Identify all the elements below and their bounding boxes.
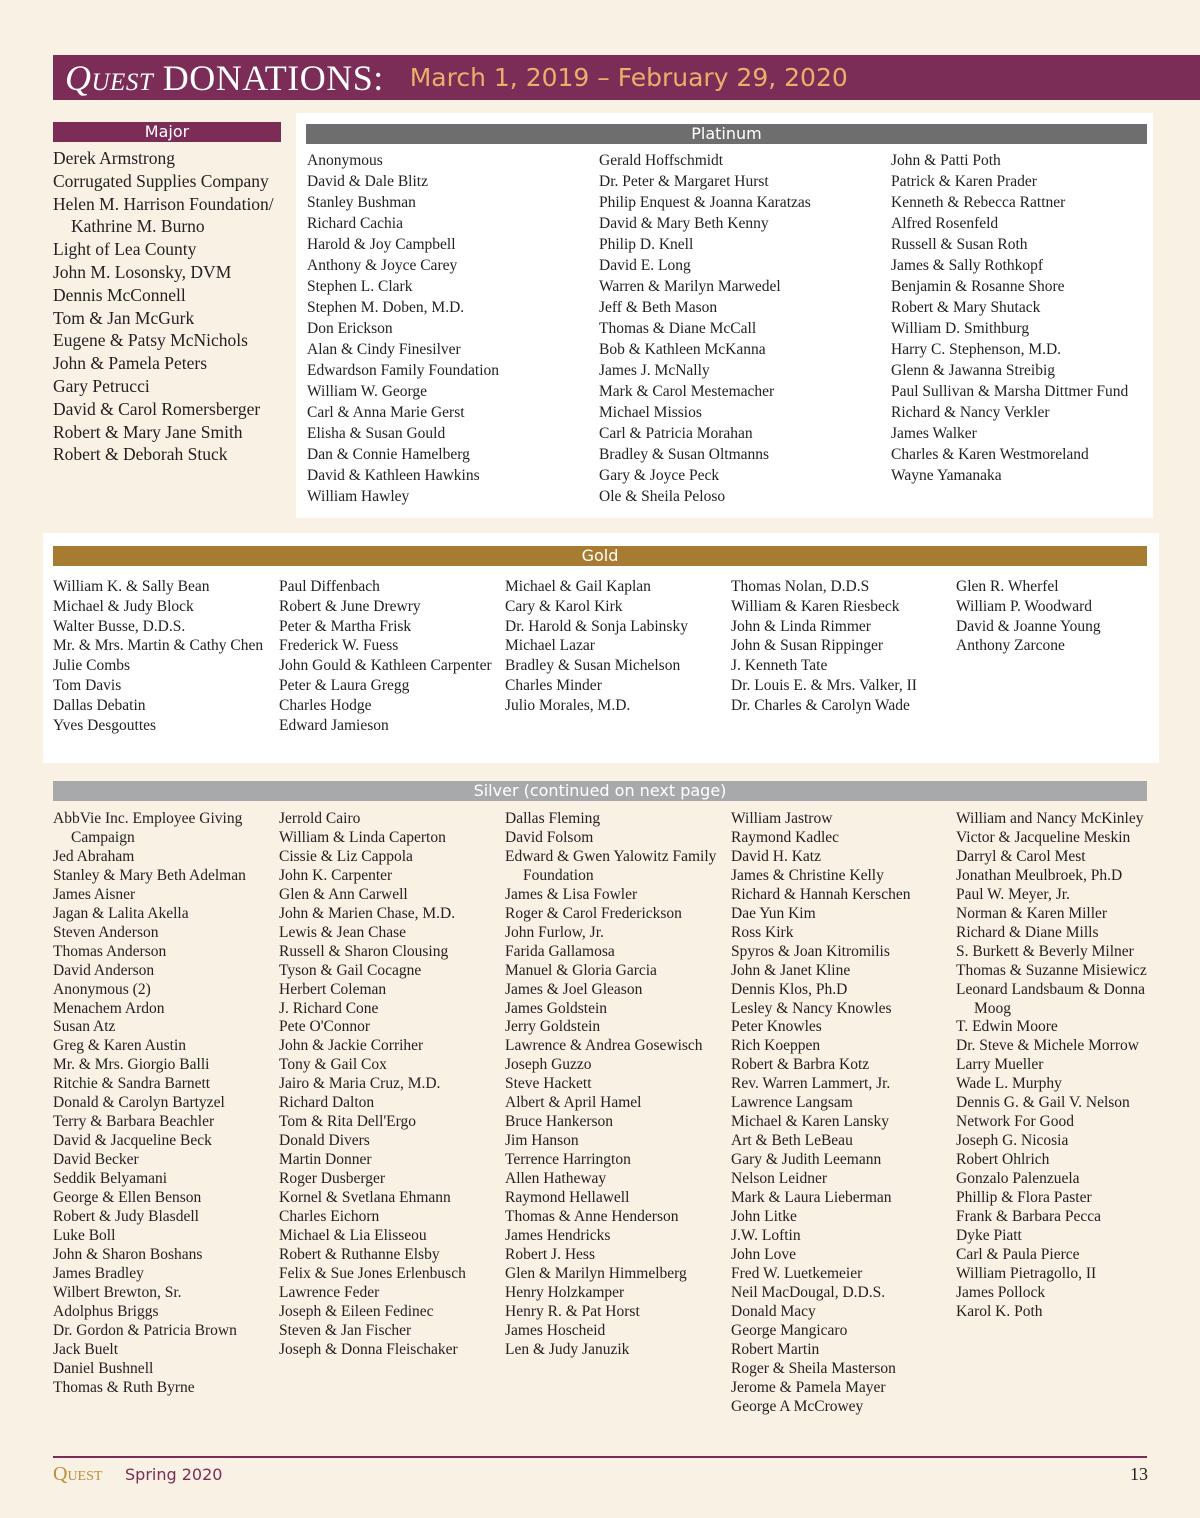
donor-name: Thomas Nolan, D.D.S <box>731 578 870 595</box>
donor-name: Mr. & Mrs. Giorgio Balli <box>53 1056 210 1074</box>
donor-name: Richard Dalton <box>279 1094 375 1112</box>
donor-name: Raymond Kadlec <box>731 828 840 846</box>
donor-name: Frank & Barbara Pecca <box>956 1208 1102 1226</box>
donor-name: Tyson & Gail Cocagne <box>279 961 422 979</box>
donor-name: Russell & Susan Roth <box>891 236 1028 253</box>
donor-name: Robert & Mary Shutack <box>891 299 1041 316</box>
donor-name: Wade L. Murphy <box>956 1075 1062 1093</box>
donor-name: Jed Abraham <box>53 847 135 865</box>
donor-name: Robert & June Drewry <box>279 597 421 615</box>
donor-name: Len & Judy Januzik <box>505 1340 630 1358</box>
donor-name: Peter & Laura Gregg <box>279 676 410 694</box>
donor-name: T. Edwin Moore <box>956 1018 1058 1036</box>
donor-name: Rich Koeppen <box>731 1037 821 1055</box>
donor-name: Lawrence Langsam <box>731 1094 853 1112</box>
donor-name: Gonzalo Palenzuela <box>956 1170 1080 1188</box>
donor-name: Edwardson Family Foundation <box>307 362 500 379</box>
donor-name: Joseph Guzzo <box>505 1056 592 1074</box>
donor-name: Art & Beth LeBeau <box>731 1132 853 1150</box>
donor-name: Menachem Ardon <box>53 999 165 1017</box>
donor-name: Robert Martin <box>731 1340 820 1358</box>
donor-name: Phillip & Flora Paster <box>956 1189 1092 1207</box>
donor-name: Neil MacDougal, D.D.S. <box>731 1283 886 1301</box>
donor-name: James Hoscheid <box>505 1321 606 1339</box>
donor-name: David Becker <box>53 1151 139 1169</box>
donor-name: Richard & Diane Mills <box>956 923 1099 941</box>
gold-column-3 <box>505 577 727 716</box>
donor-name: Dan & Connie Hamelberg <box>307 446 470 463</box>
donor-name: Bradley & Susan Oltmanns <box>599 446 770 463</box>
gold-column-4 <box>731 577 953 716</box>
donor-name: Edward Jamieson <box>279 716 389 734</box>
donor-name: Thomas Anderson <box>53 942 167 960</box>
donor-name: Glenn & Jawanna Streibig <box>891 362 1056 379</box>
donor-name: Jerrold Cairo <box>279 810 361 827</box>
donor-name: Allen Hatheway <box>505 1170 607 1188</box>
donor-name: Lawrence & Andrea Gosewisch <box>505 1037 703 1055</box>
donor-name: Yves Desgouttes <box>53 716 157 734</box>
donor-name: Ross Kirk <box>731 923 794 941</box>
donor-name: Lewis & Jean Chase <box>279 923 406 941</box>
donor-name: Stanley Bushman <box>307 194 416 211</box>
donor-name: Steve Hackett <box>505 1075 592 1093</box>
donor-name: Dr. Peter & Margaret Hurst <box>599 173 769 190</box>
donor-name: Henry Holzkamper <box>505 1283 625 1301</box>
donor-name: Wayne Yamanaka <box>891 467 1002 484</box>
donor-name: Seddik Belyamani <box>53 1170 168 1188</box>
gold-column-2 <box>279 577 501 735</box>
donor-name: Robert J. Hess <box>505 1245 595 1263</box>
donor-name: J. Kenneth Tate <box>731 657 828 675</box>
donor-name: Michael Lazar <box>505 637 595 655</box>
donor-name: Dae Yun Kim <box>731 904 816 922</box>
donor-name: Terrence Harrington <box>505 1151 631 1169</box>
donor-name: John Litke <box>731 1208 797 1226</box>
donor-name: Anthony & Joyce Carey <box>307 257 458 274</box>
donor-name: Elisha & Susan Gould <box>307 425 446 442</box>
donor-name: Warren & Marilyn Marwedel <box>599 278 781 295</box>
major-list <box>53 147 289 466</box>
donor-name: Raymond Hellawell <box>505 1189 630 1207</box>
donor-name: David & Joanne Young <box>956 617 1101 635</box>
donor-name: John K. Carpenter <box>279 866 393 884</box>
donor-name: Albert & April Hamel <box>505 1094 642 1112</box>
donor-name: Dr. Steve & Michele Morrow <box>956 1037 1139 1055</box>
platinum-column-1 <box>307 150 592 507</box>
platinum-header: Platinum <box>306 124 1147 144</box>
footer-brand: Quest <box>53 1463 103 1485</box>
donor-name: Don Erickson <box>307 320 393 337</box>
donor-name: Jerry Goldstein <box>505 1018 601 1036</box>
donor-name: William P. Woodward <box>956 597 1093 615</box>
donor-name: David Anderson <box>53 961 155 979</box>
donor-name: Daniel Bushnell <box>53 1359 154 1377</box>
donor-name: Ole & Sheila Peloso <box>599 488 726 505</box>
donor-name: Paul Sullivan & Marsha Dittmer Fund <box>891 383 1129 400</box>
donor-name: Gerald Hoffschmidt <box>599 152 724 169</box>
gold-column-5 <box>956 577 1151 656</box>
donor-name: William D. Smithburg <box>891 320 1030 337</box>
donor-name: Edward & Gwen Yalowitz Family Foundation <box>505 847 717 884</box>
donor-name: John & Pamela Peters <box>53 353 208 374</box>
donor-name: Roger & Carol Frederickson <box>505 904 682 922</box>
donor-name: Darryl & Carol Mest <box>956 847 1086 865</box>
donor-name: Paul W. Meyer, Jr. <box>956 885 1070 903</box>
silver-column-2 <box>279 810 501 1360</box>
donor-name: Dr. Louis E. & Mrs. Valker, II <box>731 676 917 694</box>
donor-name: James & Lisa Fowler <box>505 885 638 903</box>
donor-name: Jerome & Pamela Mayer <box>731 1378 886 1396</box>
donor-name: Stephen M. Doben, M.D. <box>307 299 465 316</box>
donor-name: Harold & Joy Campbell <box>307 236 456 253</box>
donor-name: Jeff & Beth Mason <box>599 299 718 316</box>
donor-name: Leonard Landsbaum & Donna Moog <box>956 980 1145 1017</box>
donor-name: John & Linda Rimmer <box>731 617 871 635</box>
donor-name: Spyros & Joan Kitromilis <box>731 942 890 960</box>
donor-name: Glen R. Wherfel <box>956 578 1059 595</box>
donor-name: Steven & Jan Fischer <box>279 1321 412 1339</box>
donor-name: Manuel & Gloria Garcia <box>505 961 657 979</box>
donor-name: Cary & Karol Kirk <box>505 597 623 615</box>
platinum-column-2 <box>599 150 884 507</box>
donor-name: David H. Katz <box>731 847 821 865</box>
donor-name: Stephen L. Clark <box>307 278 413 295</box>
donor-name: Mark & Carol Mestemacher <box>599 383 775 400</box>
donor-name: Michael & Lia Elisseou <box>279 1226 427 1244</box>
silver-column-1 <box>53 810 275 1398</box>
donor-name: Donald Divers <box>279 1132 370 1150</box>
donor-name: Julie Combs <box>53 657 131 675</box>
donor-name: Richard Cachia <box>307 215 403 232</box>
donor-name: Frederick W. Fuess <box>279 637 399 655</box>
donor-name: John M. Losonsky, DVM <box>53 261 232 282</box>
donor-name: Robert & Barbra Kotz <box>731 1056 870 1074</box>
donor-name: George & Ellen Benson <box>53 1189 202 1207</box>
donor-name: Charles Eichorn <box>279 1208 380 1226</box>
donor-name: William & Linda Caperton <box>279 828 446 846</box>
donor-name: Mr. & Mrs. Martin & Cathy Chen <box>53 637 264 655</box>
donor-name: Luke Boll <box>53 1226 116 1244</box>
donor-name: Dallas Fleming <box>505 810 601 827</box>
major-header: Major <box>53 122 281 142</box>
donor-name: Dr. Charles & Carolyn Wade <box>731 696 910 714</box>
donor-name: Norman & Karen Miller <box>956 904 1108 922</box>
donor-name: John & Marien Chase, M.D. <box>279 904 456 922</box>
donor-name: Ritchie & Sandra Barnett <box>53 1075 211 1093</box>
donor-name: Joseph & Donna Fleischaker <box>279 1340 458 1358</box>
donor-name: Bradley & Susan Michelson <box>505 657 681 675</box>
donor-name: Thomas & Anne Henderson <box>505 1208 679 1226</box>
donor-name: Alfred Rosenfeld <box>891 215 999 232</box>
donor-name: George Mangicaro <box>731 1321 848 1339</box>
donor-name: Joseph G. Nicosia <box>956 1132 1069 1150</box>
donor-name: David & Mary Beth Kenny <box>599 215 769 232</box>
footer-issue: Spring 2020 <box>125 1465 223 1484</box>
donor-name: Carl & Patricia Morahan <box>599 425 753 442</box>
donor-name: Steven Anderson <box>53 923 159 941</box>
brand-suffix: DONATIONS: <box>162 57 384 98</box>
silver-header: Silver (continued on next page) <box>53 781 1147 801</box>
donor-name: John & Janet Kline <box>731 961 851 979</box>
donor-name: John Furlow, Jr. <box>505 923 604 941</box>
brand-prefix: Quest <box>65 57 154 98</box>
donor-name: William K. & Sally Bean <box>53 578 210 595</box>
donor-name: Patrick & Karen Prader <box>891 173 1037 190</box>
donor-name: Paul Diffenbach <box>279 578 380 595</box>
donor-name: James Pollock <box>956 1283 1046 1301</box>
donor-name: William Pietragollo, II <box>956 1264 1097 1282</box>
donor-name: Stanley & Mary Beth Adelman <box>53 866 246 884</box>
donor-name: Charles Minder <box>505 676 602 694</box>
donor-name: Michael & Karen Lansky <box>731 1113 889 1131</box>
donor-name: Richard & Nancy Verkler <box>891 404 1050 421</box>
donor-name: Dyke Piatt <box>956 1226 1022 1244</box>
donor-name: Carl & Paula Pierce <box>956 1245 1080 1263</box>
donor-name: Bruce Hankerson <box>505 1113 614 1131</box>
donor-name: Donald Macy <box>731 1302 816 1320</box>
donor-name: Anonymous (2) <box>53 980 151 998</box>
donor-name: James Walker <box>891 425 977 442</box>
donor-name: Roger Dusberger <box>279 1170 386 1188</box>
donor-name: Nelson Leidner <box>731 1170 827 1188</box>
donor-name: Corrugated Supplies Company <box>53 170 269 191</box>
donor-name: Terry & Barbara Beachler <box>53 1113 215 1131</box>
silver-column-3 <box>505 810 727 1360</box>
donor-name: William and Nancy McKinley <box>956 810 1144 827</box>
donor-name: Dennis McConnell <box>53 284 186 305</box>
donor-name: Jagan & Lalita Akella <box>53 904 189 922</box>
donor-name: Robert & Judy Blasdell <box>53 1208 199 1226</box>
donor-name: J.W. Loftin <box>731 1226 801 1244</box>
silver-column-4 <box>731 810 953 1417</box>
donor-name: Walter Busse, D.D.S. <box>53 617 186 635</box>
donor-name: Adolphus Briggs <box>53 1302 159 1320</box>
donor-name: Gary Petrucci <box>53 375 150 396</box>
donor-name: Joseph & Eileen Fedinec <box>279 1302 434 1320</box>
donor-name: Martin Donner <box>279 1151 372 1169</box>
donor-name: Cissie & Liz Cappola <box>279 847 413 865</box>
donor-name: Dr. Gordon & Patricia Brown <box>53 1321 237 1339</box>
donor-name: Glen & Marilyn Himmelberg <box>505 1264 687 1282</box>
donor-name: George A McCrowey <box>731 1397 864 1415</box>
donor-name: Alan & Cindy Finesilver <box>307 341 461 358</box>
donor-name: Roger & Sheila Masterson <box>731 1359 896 1377</box>
donor-name: Michael & Judy Block <box>53 597 194 615</box>
donor-name: John & Susan Rippinger <box>731 637 883 655</box>
donor-name: Thomas & Ruth Byrne <box>53 1378 195 1396</box>
donor-name: Gary & Joyce Peck <box>599 467 720 484</box>
donor-name: David & Jacqueline Beck <box>53 1132 212 1150</box>
banner-title <box>65 57 384 99</box>
donor-name: James Bradley <box>53 1264 144 1282</box>
donor-name: Peter & Martha Frisk <box>279 617 412 635</box>
gold-header: Gold <box>53 546 1147 566</box>
donor-name: Benjamin & Rosanne Shore <box>891 278 1065 295</box>
donor-name: Julio Morales, M.D. <box>505 696 631 714</box>
donor-name: AbbVie Inc. Employee Giving Campaign <box>53 810 243 846</box>
donor-name: Farida Gallamosa <box>505 942 615 960</box>
donor-name: Tony & Gail Cox <box>279 1056 387 1074</box>
donor-name: John Gould & Kathleen Carpenter <box>279 657 492 675</box>
donor-name: Robert & Deborah Stuck <box>53 444 228 465</box>
donor-name: Carl & Anna Marie Gerst <box>307 404 465 421</box>
donor-name: Dr. Harold & Sonja Labinsky <box>505 617 688 635</box>
silver-column-5 <box>956 810 1152 1322</box>
donor-name: David & Kathleen Hawkins <box>307 467 480 484</box>
donor-name: Russell & Sharon Clousing <box>279 942 449 960</box>
donor-name: Donald & Carolyn Bartyzel <box>53 1094 225 1112</box>
donor-name: Greg & Karen Austin <box>53 1037 187 1055</box>
donor-name: Thomas & Suzanne Misiewicz <box>956 961 1147 979</box>
donor-name: Herbert Coleman <box>279 980 387 998</box>
donor-name: Robert Ohlrich <box>956 1151 1050 1169</box>
donor-name: John & Sharon Boshans <box>53 1245 203 1263</box>
donor-name: Bob & Kathleen McKanna <box>599 341 766 358</box>
donor-name: Victor & Jacqueline Meskin <box>956 828 1131 846</box>
donor-name: Mark & Laura Lieberman <box>731 1189 892 1207</box>
donor-name: Michael & Gail Kaplan <box>505 578 651 595</box>
donor-name: Fred W. Luetkemeier <box>731 1264 863 1282</box>
donor-name: Richard & Hannah Kerschen <box>731 885 911 903</box>
donor-name: John & Jackie Corriher <box>279 1037 424 1055</box>
donor-name: Anonymous <box>307 152 383 169</box>
donor-name: Tom Davis <box>53 676 122 694</box>
donor-name: Pete O'Connor <box>279 1018 371 1036</box>
page-number: 13 <box>1130 1464 1148 1484</box>
donor-name: David E. Long <box>599 257 691 274</box>
donor-name: Karol K. Poth <box>956 1302 1043 1320</box>
donor-name: James Hendricks <box>505 1226 611 1244</box>
donor-name: Thomas & Diane McCall <box>599 320 757 337</box>
donor-name: Robert & Ruthanne Elsby <box>279 1245 440 1263</box>
donor-name: Eugene & Patsy McNichols <box>53 330 248 351</box>
gold-column-1 <box>53 577 275 735</box>
donor-name: William Hawley <box>307 488 410 505</box>
donor-name: Michael Missios <box>599 404 702 421</box>
donor-name: Felix & Sue Jones Erlenbusch <box>279 1264 466 1282</box>
donor-name: David Folsom <box>505 828 594 846</box>
donor-name: Network For Good <box>956 1113 1074 1131</box>
donor-name: Glen & Ann Carwell <box>279 885 408 903</box>
donor-name: James Goldstein <box>505 999 608 1017</box>
donor-name: Susan Atz <box>53 1018 116 1036</box>
donor-name: Dennis Klos, Ph.D <box>731 980 848 998</box>
donor-name: Jairo & Maria Cruz, M.D. <box>279 1075 441 1093</box>
page-banner <box>53 55 1200 100</box>
donor-name: J. Richard Cone <box>279 999 379 1017</box>
donor-name: Tom & Jan McGurk <box>53 307 195 328</box>
donor-name: Charles Hodge <box>279 696 372 714</box>
donor-name: Gary & Judith Leemann <box>731 1151 882 1169</box>
donor-name: Lesley & Nancy Knowles <box>731 999 892 1017</box>
donor-name: Philip Enquest & Joanna Karatzas <box>599 194 811 211</box>
donor-name: Kenneth & Rebecca Rattner <box>891 194 1066 211</box>
donor-name: Anthony Zarcone <box>956 637 1065 655</box>
donor-name: Dennis G. & Gail V. Nelson <box>956 1094 1130 1112</box>
date-range: March 1, 2019 – February 29, 2020 <box>409 63 848 92</box>
donor-name: James J. McNally <box>599 362 710 379</box>
donor-name: Helen M. Harrison Foundation/ Kathrine M. Burno <box>53 193 274 237</box>
donor-name: Philip D. Knell <box>599 236 694 253</box>
footer-divider <box>53 1456 1147 1458</box>
donor-name: Jim Hanson <box>505 1132 579 1150</box>
donor-name: Lawrence Feder <box>279 1283 380 1301</box>
donor-name: James & Joel Gleason <box>505 980 643 998</box>
donor-name: John & Patti Poth <box>891 152 1001 169</box>
donor-name: John Love <box>731 1245 797 1263</box>
donor-name: Larry Mueller <box>956 1056 1044 1074</box>
donor-name: Dallas Debatin <box>53 696 146 714</box>
donor-name: Derek Armstrong <box>53 148 175 168</box>
donor-name: Wilbert Brewton, Sr. <box>53 1283 182 1301</box>
donor-name: Charles & Karen Westmoreland <box>891 446 1089 463</box>
donor-name: Jack Buelt <box>53 1340 118 1358</box>
donor-name: James Aisner <box>53 885 136 903</box>
donor-name: James & Christine Kelly <box>731 866 884 884</box>
donor-name: Henry R. & Pat Horst <box>505 1302 640 1320</box>
donor-name: Rev. Warren Lammert, Jr. <box>731 1075 891 1093</box>
donor-name: Kornel & Svetlana Ehmann <box>279 1189 451 1207</box>
donor-name: Jonathan Meulbroek, Ph.D <box>956 866 1123 884</box>
donor-name: Peter Knowles <box>731 1018 822 1036</box>
donor-name: William Jastrow <box>731 810 833 827</box>
donor-name: William W. George <box>307 383 428 400</box>
donor-name: David & Dale Blitz <box>307 173 428 190</box>
donor-name: James & Sally Rothkopf <box>891 257 1043 274</box>
donor-name: S. Burkett & Beverly Milner <box>956 942 1134 960</box>
donor-name: Tom & Rita Dell'Ergo <box>279 1113 417 1131</box>
donor-name: Harry C. Stephenson, M.D. <box>891 341 1062 358</box>
platinum-column-3 <box>891 150 1153 486</box>
donor-name: Robert & Mary Jane Smith <box>53 421 243 442</box>
donor-name: William & Karen Riesbeck <box>731 597 900 615</box>
donor-name: Light of Lea County <box>53 239 197 260</box>
donor-name: David & Carol Romersberger <box>53 398 261 419</box>
